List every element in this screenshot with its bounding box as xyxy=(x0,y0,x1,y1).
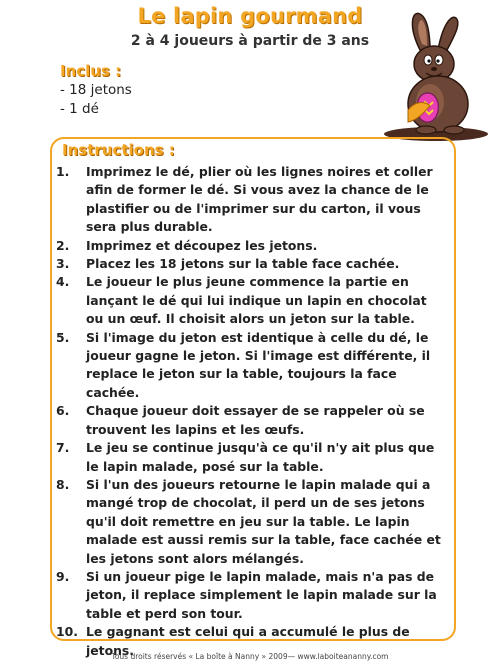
step-text: Si un joueur pige le lapin malade, mais n'a pas de jeton, il replace simplement le lapin malade sur la table et perd son tour. xyxy=(86,568,437,621)
instruction-step xyxy=(56,476,446,568)
step-number: 9. xyxy=(56,568,70,584)
step-text: Imprimez le dé, plier où les lignes noires et coller afin de former le dé. Si vous avez la chance de le plastifier ou de l'imprimer sur du carton, il vous sera plus durable. xyxy=(86,164,433,235)
included-item: - 1 dé xyxy=(60,101,99,117)
step-number: 5. xyxy=(56,329,70,345)
step-number: 2. xyxy=(56,237,70,253)
step-number: 8. xyxy=(56,476,70,492)
step-number: 4. xyxy=(56,274,70,290)
included-item: - 18 jetons xyxy=(60,82,132,98)
step-number: 7. xyxy=(56,440,70,456)
instruction-step xyxy=(56,163,446,237)
step-text: Chaque joueur doit essayer de se rappeler où se trouvent les lapins et les œufs. xyxy=(86,403,425,437)
step-number: 6. xyxy=(56,403,70,419)
step-text: Si l'un des joueurs retourne le lapin malade qui a mangé trop de chocolat, il perd un de ses jetons qu'il doit remettre en jeu sur la table. Le lapin malade est aussi remis sur la table, face cachée et les jetons sont alors mélangés. xyxy=(86,476,441,566)
instruction-step xyxy=(56,568,446,623)
included-list xyxy=(60,81,132,119)
step-number: 1. xyxy=(56,164,70,179)
page-subtitle: 2 à 4 joueurs à partir de 3 ans xyxy=(130,33,370,49)
step-text: Le joueur le plus jeune commence la partie en lançant le dé qui lui indique un lapin en chocolat ou un œuf. Il choisit alors un jeton sur la table. xyxy=(86,274,427,327)
step-text: Si l'image du jeton est identique à celle du dé, le joueur gagne le jeton. Si l'image est différente, il replace le jeton sur la table, toujours la face cachée. xyxy=(86,329,431,400)
instruction-step xyxy=(56,237,446,255)
step-text: Imprimez et découpez les jetons. xyxy=(86,237,318,253)
page-title: Le lapin gourmand xyxy=(137,4,363,28)
step-number: 3. xyxy=(56,256,70,272)
copyright-footer: Tous droits réservés « La boîte à Nanny » 2009— www.laboiteananny.com xyxy=(111,652,389,661)
step-number: 10. xyxy=(56,624,78,640)
instruction-step xyxy=(56,273,446,328)
step-text: Le jeu se continue jusqu'à ce qu'il n'y ait plus que le lapin malade, posé sur la table. xyxy=(86,440,435,474)
instruction-step xyxy=(56,255,446,273)
step-text: Le gagnant est celui qui a accumulé le plus de jetons. xyxy=(86,624,410,658)
instructions-title: Instructions : xyxy=(62,141,175,159)
instruction-step xyxy=(56,329,446,403)
included-title: Inclus : xyxy=(60,62,122,80)
instruction-step xyxy=(56,439,446,476)
instructions-list xyxy=(56,163,446,660)
step-text: Placez les 18 jetons sur la table face cachée. xyxy=(86,256,400,272)
chocolate-bunny-illustration xyxy=(378,6,490,142)
instruction-step xyxy=(56,402,446,439)
